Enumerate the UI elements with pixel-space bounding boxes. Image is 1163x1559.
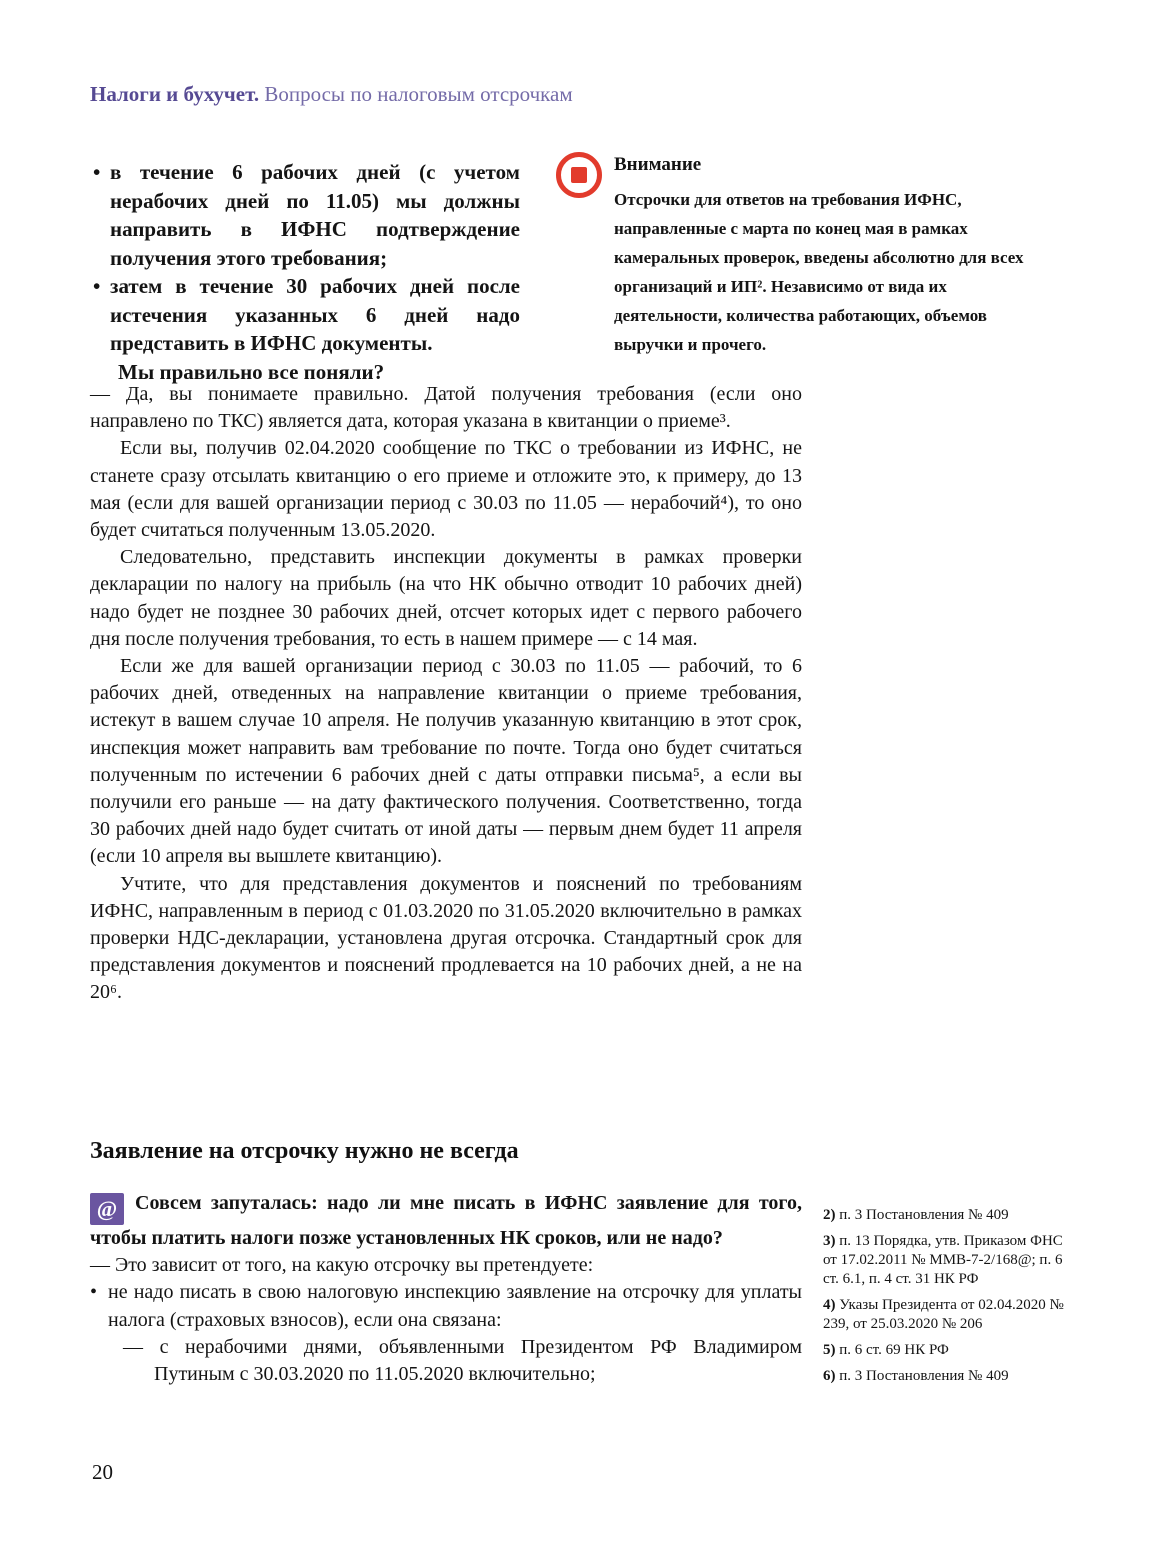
body-paragraph: Следовательно, представить инспекции документы в рамках проверки декларации по налогу на прибыль (на что НК обычно отводит 10 рабочих дней) надо будет не позднее 30 рабочих дней, отсчет которых идет с первого рабочего дня после получения требования, то есть в нашем примере — с 14 мая. <box>90 546 802 650</box>
page-header <box>90 82 573 107</box>
attention-icon <box>556 152 602 198</box>
list-item <box>90 1279 802 1333</box>
footnote-number: 3) <box>823 1233 836 1249</box>
attention-box <box>556 152 1034 359</box>
footnote-text: Указы Президента от 02.04.2020 № 239, от 25.03.2020 № 206 <box>823 1297 1064 1332</box>
body-paragraph: Учтите, что для представления документов и пояснений по требованиям ИФНС, направленным в период с 01.03.2020 по 31.05.2020 включительно в рамках проверки НДС-декларации, установлена другая отсрочка. Стандартный срок для представления документов и пояснений продлевается на 10 рабочих дней, а не на 20⁶. <box>90 872 802 1004</box>
list-item <box>90 272 520 358</box>
article-body <box>90 381 802 1007</box>
footnote <box>823 1341 1068 1360</box>
question-answer-block <box>90 1190 802 1388</box>
bullet-dot: • <box>93 274 101 298</box>
body-paragraph: Если вы, получив 02.04.2020 сообщение по ТКС о требовании из ИФНС, не станете сразу отсылать квитанцию о его приеме и отложите это, к примеру, до 13 мая (если для вашей организации период с 30.03 по 11.05 — нерабочий⁴), то оно будет считаться полученным 13.05.2020. <box>90 437 802 542</box>
sub-list-item: — с нерабочими днями, объявленными Президентом РФ Владимиром Путиным с 30.03.2020 по 11.05.2020 включительно; <box>123 1335 802 1386</box>
email-at-icon: @ <box>90 1193 124 1225</box>
footnote <box>823 1206 1068 1225</box>
footnote-number: 5) <box>823 1342 836 1358</box>
footnote <box>823 1296 1068 1334</box>
list-item-text: не надо писать в свою налоговую инспекцию заявление на отсрочку для уплаты налога (страховых взносов), если она связана: <box>108 1281 802 1331</box>
intro-question: Мы правильно все поняли? <box>118 359 385 384</box>
list-item <box>90 158 520 272</box>
body-paragraph: Если же для вашей организации период с 30.03 по 11.05 — рабочий, то 6 рабочих дней, отведенных на направление квитанции о приеме требования, истекут в вашем случае 10 апреля. Не получив указанную квитанцию в этот срок, инспекция может направить вам требование по почте. Тогда оно будет считаться полученным по истечении 6 рабочих дней с даты отправки письма⁵, а если вы получили его раньше — на дату фактического получения. Соответственно, тогда 30 рабочих дней надо будет считать от иной даты — первым днем будет 11 апреля (если 10 апреля вы вышлете квитанцию). <box>90 655 802 868</box>
footnote <box>823 1367 1068 1386</box>
intro-bullet-list <box>90 158 520 386</box>
footnote-text: п. 3 Постановления № 409 <box>839 1207 1009 1223</box>
attention-body: Отсрочки для ответов на требования ИФНС, направленные с марта по конец мая в рамках камеральных проверок, введены абсолютно для всех организаций и ИП². Независимо от вида их деятельности, количества работающих, объемов выручки и прочего. <box>614 190 1024 354</box>
footnote-number: 4) <box>823 1297 836 1313</box>
footnote-number: 6) <box>823 1368 836 1384</box>
answer-paragraph: — Да, вы понимаете правильно. Датой получения требования (если оно направлено по ТКС) является дата, которая указана в квитанции о приеме³. <box>90 383 802 433</box>
attention-title: Внимание <box>614 154 702 175</box>
reader-question <box>90 1190 802 1252</box>
footnotes-column <box>823 1206 1068 1393</box>
footnote-text: п. 3 Постановления № 409 <box>839 1368 1009 1384</box>
footnote <box>823 1232 1068 1289</box>
attention-content <box>614 152 1034 359</box>
section-heading: Заявление на отсрочку нужно не всегда <box>90 1138 519 1164</box>
list-item-text: затем в течение 30 рабочих дней после истечения указанных 6 дней надо представить в ИФНС документы. <box>110 274 520 355</box>
footnote-text: п. 6 ст. 69 НК РФ <box>839 1342 949 1358</box>
attention-icon-square <box>571 167 587 183</box>
footnote-number: 2) <box>823 1207 836 1223</box>
answer-intro: — Это зависит от того, на какую отсрочку вы претендуете: <box>90 1254 594 1277</box>
page-number: 20 <box>92 1460 113 1484</box>
bullet-dot: • <box>93 160 101 184</box>
header-brand: Налоги и бухучет. <box>90 82 260 106</box>
footnote-text: п. 13 Порядка, утв. Приказом ФНС от 17.02.2011 № ММВ-7-2/168@; п. 6 ст. 6.1, п. 4 ст. 31 НК РФ <box>823 1233 1063 1287</box>
header-section: Вопросы по налоговым отсрочкам <box>264 82 573 106</box>
bullet-dot: • <box>90 1281 98 1304</box>
list-item-text: в течение 6 рабочих дней (с учетом нерабочих дней по 11.05) мы должны направить в ИФНС подтверждение получения этого требования; <box>110 160 520 270</box>
question-text: Совсем запуталась: надо ли мне писать в ИФНС заявление для того, чтобы платить налоги позже установленных НК сроков, или не надо? <box>90 1192 802 1249</box>
